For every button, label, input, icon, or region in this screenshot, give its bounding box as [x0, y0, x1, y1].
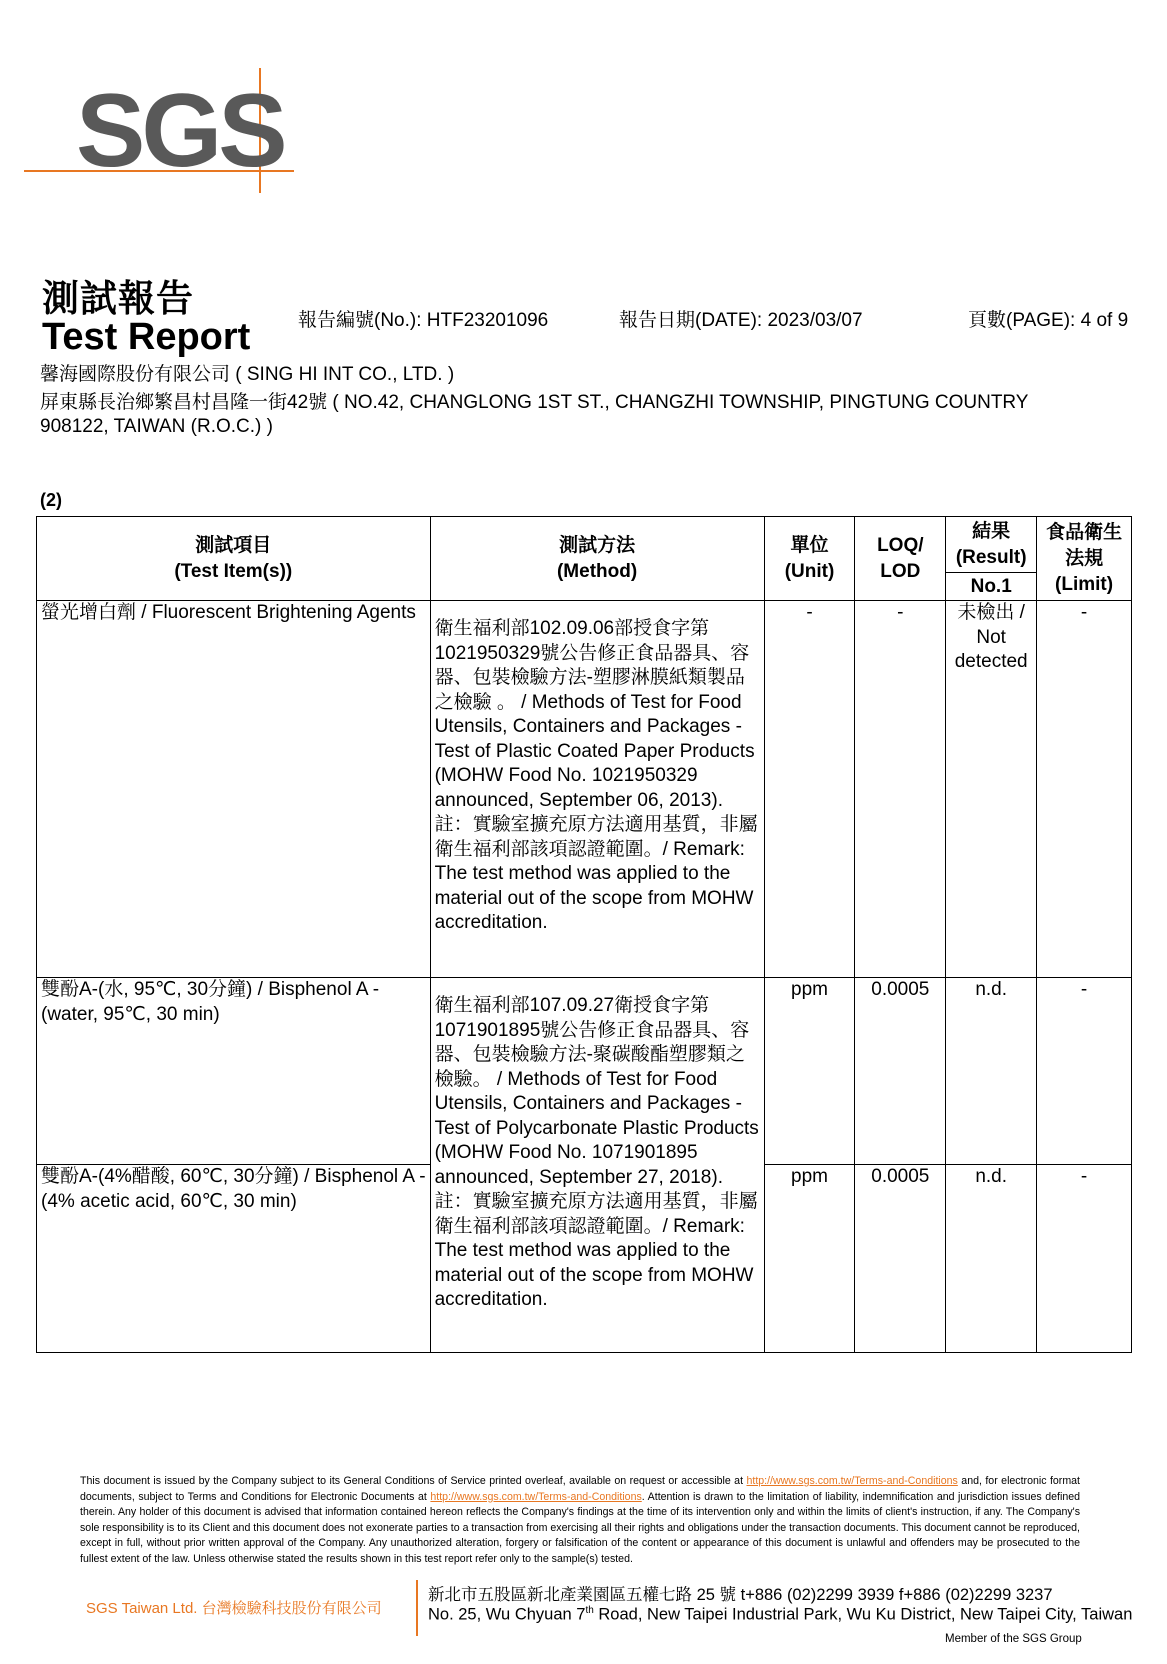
sgs-logo — [24, 68, 294, 193]
loq-cell: 0.0005 — [855, 978, 946, 1165]
result-cell: n.d. — [946, 978, 1037, 1165]
client-address-line2: 908122, TAIWAN (R.O.C.) ) — [40, 416, 273, 437]
limit-cell: - — [1037, 1165, 1132, 1353]
unit-cell: - — [764, 601, 855, 978]
test-item-cell: 雙酚A-(水, 95℃, 30分鐘) / Bisphenol A - (water, 95℃, 30 min) — [37, 978, 431, 1165]
table-row — [37, 601, 1132, 978]
unit-cell: ppm — [764, 978, 855, 1165]
terms-link-1[interactable]: http://www.sgs.com.tw/Terms-and-Conditions — [746, 1475, 958, 1487]
sgs-logo-text: SGS — [76, 73, 284, 189]
report-date: 報告日期(DATE): 2023/03/07 — [619, 310, 863, 331]
loq-cell: 0.0005 — [855, 1165, 946, 1353]
unit-cell: ppm — [764, 1165, 855, 1353]
table-row — [37, 978, 1132, 1165]
header-limit: 食品衛生 法規 (Limit) — [1037, 517, 1132, 601]
header-test-item: 測試項目 (Test Item(s)) — [37, 517, 431, 601]
header-result-no: No.1 — [946, 573, 1037, 601]
address-en: No. 25, Wu Chyuan 7th Road, New Taipei Industrial Park, Wu Ku District, New Taipei City, Taiwan — [428, 1605, 1133, 1624]
report-title-en: Test Report — [42, 316, 251, 358]
header-unit: 單位 (Unit) — [764, 517, 855, 601]
member-of-sgs: Member of the SGS Group — [945, 1633, 1082, 1645]
limit-cell: - — [1037, 978, 1132, 1165]
test-item-cell: 雙酚A-(4%醋酸, 60℃, 30分鐘) / Bisphenol A - (4% acetic acid, 60℃, 30 min) — [37, 1165, 431, 1353]
test-item-cell: 螢光增白劑 / Fluorescent Brightening Agents — [37, 601, 431, 978]
address-zh: 新北市五股區新北產業園區五權七路 25 號 t+886 (02)2299 3939 f+886 (02)2299 3237 — [428, 1586, 1053, 1604]
header-method: 測試方法 (Method) — [430, 517, 764, 601]
client-name: 馨海國際股份有限公司 ( SING HI INT CO., LTD. ) — [40, 364, 455, 385]
footer-disclaimer: This document is issued by the Company subject to its General Conditions of Service printed overleaf, available on request or accessible at http://www.sgs.com.tw/Terms-and-Conditions and, for electronic format documents, subject to Terms and Conditions for Electronic Documents at http://www.sgs.com.tw/Terms-and-Conditions. Attention is drawn to the limitation of liability, indemnification and jurisdiction issues defined therein. Any holder of this document is advised that information contained hereon reflects the Company's findings at the time of its intervention only and within the limits of client's instruction, if any. The Company's sole responsibility is to its Client and this document does not exonerate parties to a transaction from exercising all their rights and obligations under the transaction documents. This document cannot be reproduced, except in full, without prior written approval of the Company. Any unauthorized alteration, forgery or falsification of the content or appearance of this document is unlawful and offenders may be prosecuted to the fullest extent of the law. Unless otherwise stated the results shown in this test report refer only to the sample(s) tested. — [80, 1475, 1080, 1565]
result-cell: n.d. — [946, 1165, 1037, 1353]
method-cell: 衛生福利部102.09.06部授食字第1021950329號公告修正食品器具、容器、包裝檢驗方法-塑膠淋膜紙類製品之檢驗 。 / Methods of Test for Food Utensils, Containers and Packages - Test of Plastic Coated Paper Products (MOHW Food No. 1021950329 announced, September 06, 2013). 註：實驗室擴充原方法適用基質，非屬衛生福利部該項認證範圍。/ Remark: The test method was applied to the material out of the scope from MOHW accreditation. — [430, 601, 764, 978]
header-result: 結果 (Result) — [946, 517, 1037, 573]
section-label: (2) — [40, 490, 62, 510]
sgs-taiwan-company: SGS Taiwan Ltd. 台灣檢驗科技股份有限公司 — [86, 1600, 382, 1617]
client-address-line1: 屏東縣長治鄉繁昌村昌隆一街42號 ( NO.42, CHANGLONG 1ST ST., CHANGZHI TOWNSHIP, PINGTUNG COUNTRY — [40, 392, 1029, 413]
loq-cell: - — [855, 601, 946, 978]
report-number: 報告編號(No.): HTF23201096 — [298, 310, 549, 331]
terms-link-2[interactable]: http://www.sgs.com.tw/Terms-and-Conditions — [430, 1490, 642, 1503]
method-cell: 衛生福利部107.09.27衛授食字第1071901895號公告修正食品器具、容器、包裝檢驗方法-聚碳酸酯塑膠類之檢驗。 / Methods of Test for Food Utensils, Containers and Packages - Test of Polycarbonate Plastic Products (MOHW Food No. 1071901895 announced, September 27, 2018). 註：實驗室擴充原方法適用基質，非屬衛生福利部該項認證範圍。/ Remark: The test method was applied to the material out of the scope from MOHW accreditation. — [430, 978, 764, 1353]
result-cell: 未檢出 / Not detected — [946, 601, 1037, 978]
page-number: 頁數(PAGE): 4 of 9 — [968, 310, 1129, 331]
report-title-zh: 測試報告 — [42, 278, 194, 319]
results-table — [36, 516, 1132, 1353]
footer-divider — [416, 1580, 418, 1636]
table-header-row — [37, 517, 1132, 573]
limit-cell: - — [1037, 601, 1132, 978]
header-loq: LOQ/ LOD — [855, 517, 946, 601]
